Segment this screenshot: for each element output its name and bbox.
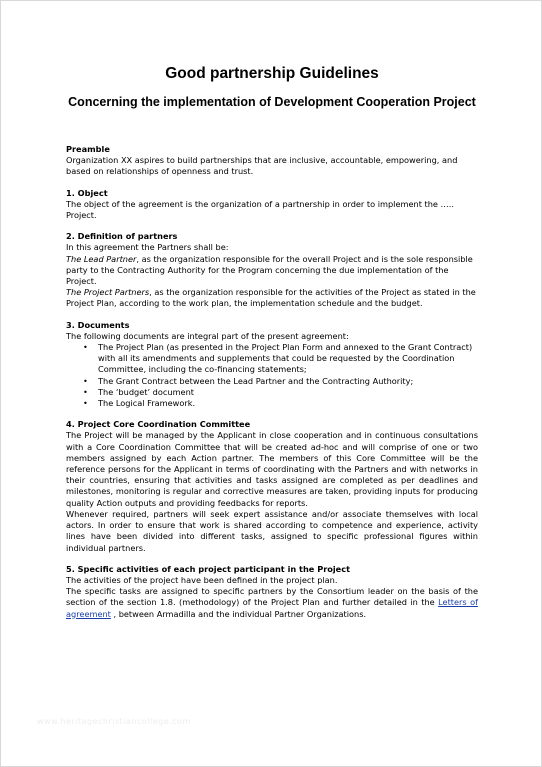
list-item: • The Grant Contract between the Lead Partner and the Contracting Authority;	[98, 376, 478, 387]
project-partners-text: , as the organization responsible for the activities of the Project as stated in the Project Plan, according to the work plan, the implementation schedule and the budget.	[66, 287, 476, 309]
section-preamble	[66, 144, 478, 178]
list-item: • The Logical Framework.	[98, 398, 478, 409]
section-text: In this agreement the Partners shall be:	[66, 242, 229, 253]
documents-list	[66, 342, 478, 409]
section-committee	[66, 419, 478, 553]
activities-text-after: , between Armadilla and the individual Partner Organizations.	[110, 608, 367, 619]
lead-partner-text: , as the organization responsible for the overall Project and is the sole responsible party to the Contracting Authority for the Program concerning the due implementation of the Project.	[66, 253, 473, 287]
section-heading: 3. Documents	[66, 319, 130, 330]
section-documents	[66, 320, 478, 410]
section-heading: Preamble	[66, 144, 110, 154]
page-subtitle: Concerning the implementation of Development Cooperation Project	[68, 95, 476, 109]
section-text	[66, 586, 478, 620]
section-heading: 5. Specific activities of each project participant in the Project	[66, 563, 350, 574]
section-heading: 2. Definition of partners	[66, 231, 178, 242]
section-partners	[66, 231, 478, 309]
project-partners-term: The Project Partners	[66, 287, 150, 298]
section-text: Organization XX aspires to build partnerships that are inclusive, accountable, empowering, and based on relationships of openness and trust.	[66, 155, 458, 177]
section-text: Whenever required, partners will seek expert assistance and/or associate themselves with local actors. In order to ensure that work is shared according to competence and experience, activity lines have been divided into different tasks, assigned to specific professional figures within individual partners.	[66, 508, 478, 553]
section-object	[66, 188, 478, 222]
section-text: The Project will be managed by the Applicant in close cooperation and in continuous consultations with a Core Coordination Committee that will be created ad-hoc and will comprise of one or two members assigned by each Action partner. The members of this Core Committee will be the reference persons for the Applicant in terms of coordinating with the Partners and with networks in their countries, ensuring that activities and tasks assigned are completed as per deadlines and milestones, monitoring is regular and corrective measures are taken, providing inputs for producing quality Action outputs and providing feedbacks for reports.	[66, 430, 478, 508]
page-title: Good partnership Guidelines	[165, 65, 379, 82]
section-heading: 4. Project Core Coordination Committee	[66, 419, 251, 430]
list-item: • The Project Plan (as presented in the Project Plan Form and annexed to the Grant Contract) with all its amendments and supplements that could be requested by the Coordination Committee, including the co-financing statements;	[98, 342, 478, 376]
document-body	[66, 144, 478, 630]
section-text: The following documents are integral part of the present agreement:	[66, 330, 349, 341]
section-activities	[66, 564, 478, 620]
activities-text-before: The specific tasks are assigned to specific partners by the Consortium leader on the basis of the section of the section 1.8. (methodology) of the Project Plan and further detailed in the	[66, 586, 478, 608]
section-text: The activities of the project have been defined in the project plan.	[66, 574, 338, 585]
letters-of-agreement-link[interactable]: Letters of agreement	[66, 597, 478, 619]
project-partners-definition	[66, 287, 478, 309]
lead-partner-definition	[66, 254, 478, 288]
list-item: • The ‘budget’ document	[98, 387, 478, 398]
section-text: The object of the agreement is the organization of a partnership in order to implement the ….. Project.	[66, 198, 454, 221]
lead-partner-term: The Lead Partner	[66, 253, 137, 264]
watermark: www.heritagechristiancollege.com	[37, 717, 191, 726]
section-heading: 1. Object	[66, 187, 108, 198]
